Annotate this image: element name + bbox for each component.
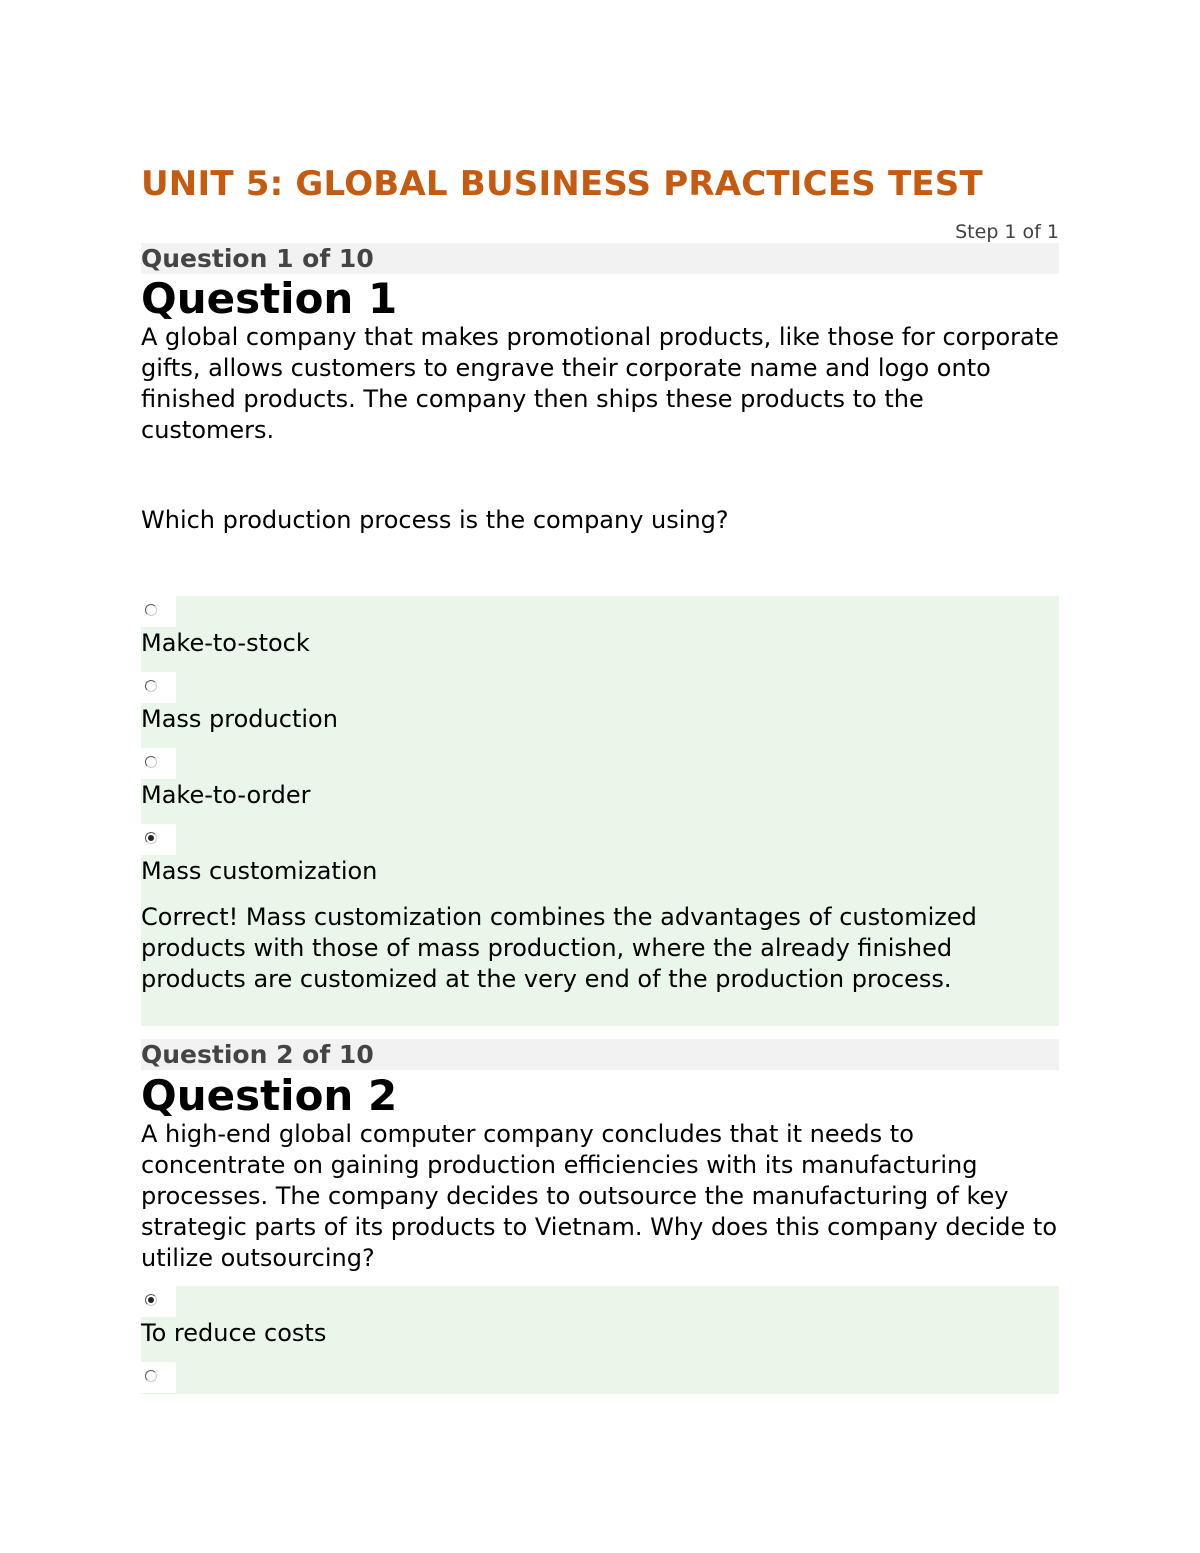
radio-cell [141,824,176,855]
document-title: UNIT 5: GLOBAL BUSINESS PRACTICES TEST [141,164,983,204]
step-indicator: Step 1 of 1 [955,221,1059,243]
radio-button[interactable] [145,756,157,768]
question-2-counter: Question 2 of 10 [141,1039,1059,1070]
question-1-heading: Question 1 [141,274,398,323]
answer-label: Make-to-stock [141,629,310,657]
question-1-counter: Question 1 of 10 [141,243,1059,274]
question-1-answers [141,596,1059,1026]
question-2-text: A high-end global computer company concludes that it needs to concentrate on gaining production efficiencies with its manufacturing processes. The company decides to outsource the manufacturing of key strategic parts of its products to Vietnam. Why does this company decide to utilize outsourcing? [141,1120,1058,1272]
answer-label: Mass customization [141,857,378,885]
question-1-body: A global company that makes promotional products, like those for corporate gifts, allows customers to engrave their corporate name and logo onto finished products. The company then ships these products to the customers. [141,323,1059,444]
radio-button[interactable] [145,680,157,692]
radio-cell [141,1286,176,1317]
answer-label: To reduce costs [141,1319,327,1347]
answer-feedback: Correct! Mass customization combines the advantages of customized products with those of mass production, where the already finished products are customized at the very end of the production process. [141,903,977,993]
radio-cell [141,1362,176,1393]
radio-cell [141,596,176,627]
question-2-heading: Question 2 [141,1071,398,1120]
radio-button-selected[interactable] [145,1294,157,1306]
question-1-text [141,322,1059,446]
radio-cell [141,672,176,703]
radio-button-selected[interactable] [145,832,157,844]
radio-cell [141,748,176,779]
answer-label: Mass production [141,705,338,733]
radio-button[interactable] [145,604,157,616]
question-1-prompt: Which production process is the company using? [141,506,729,534]
radio-button[interactable] [145,1370,157,1382]
question-2-answers [141,1286,1059,1394]
answer-label: Make-to-order [141,781,311,809]
